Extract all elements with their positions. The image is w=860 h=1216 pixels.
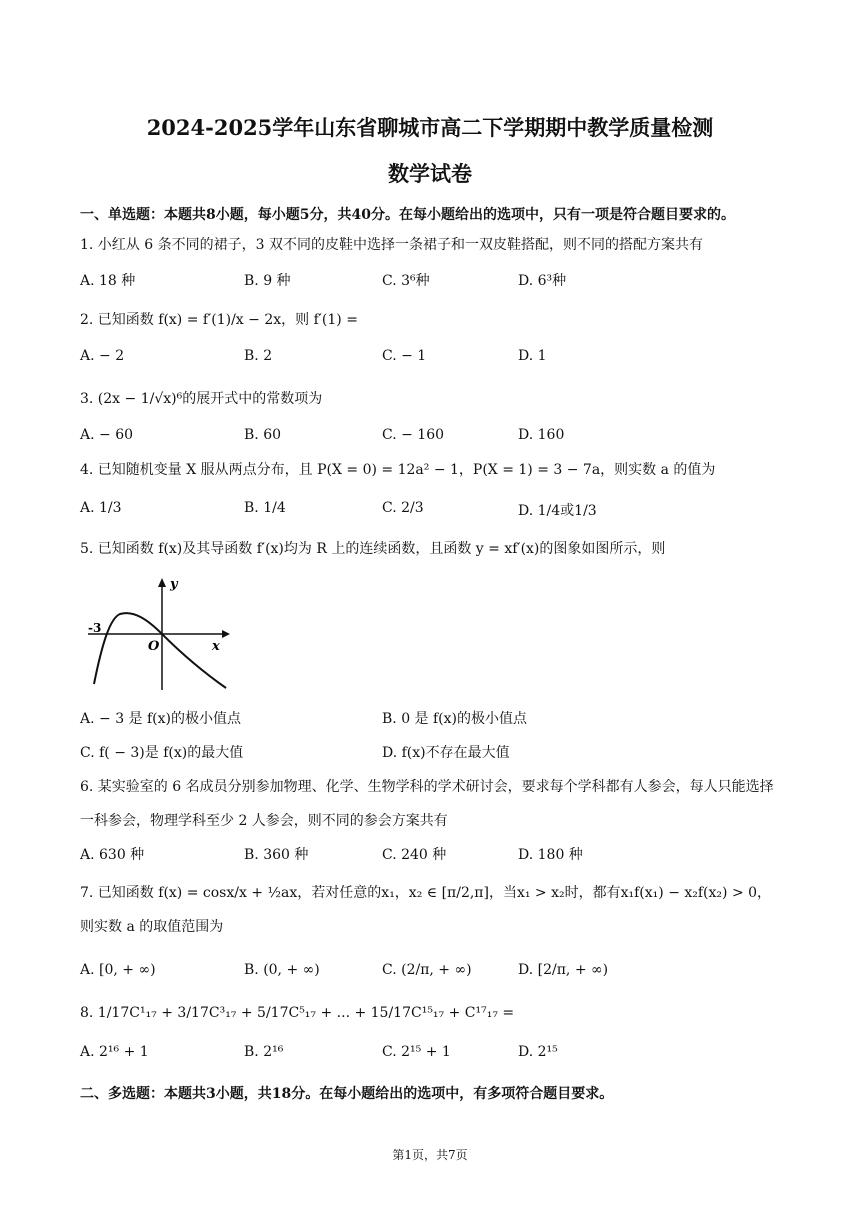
q4-option-c: C. 2/3 [382,500,424,516]
q2-option-c: C. − 1 [382,348,427,364]
q1-option-b: B. 9 种 [244,273,291,289]
q8-option-d: D. 2¹⁵ [518,1044,558,1060]
q6-option-b: B. 360 种 [244,847,309,863]
q5-option-d: D. f(x)不存在最大值 [382,745,510,761]
exam-subtitle: 数学试卷 [388,161,472,186]
q1-option-c: C. 3⁶种 [382,273,430,289]
question-6-options [80,844,780,874]
q5-option-a: A. − 3 是 f(x)的极小值点 [80,711,241,727]
y-axis-arrow [158,578,166,587]
question-6-stem: 6. 某实验室的 6 名成员分别参加物理、化学、生物学科的学术研讨会，要求每个学科都有人参会，每人只能选择一科参会，物理学科至少 2 人参会，则不同的参会方案共有 [80,779,774,829]
curve-xfprime [94,613,226,688]
question-5-stem: 5. 已知函数 f(x)及其导函数 f′(x)均为 R 上的连续函数，且函数 y = xf′(x)的图象如图所示，则 [80,541,666,557]
question-7-options [80,962,780,992]
q2-option-d: D. 1 [518,348,547,364]
exam-title: 2024-2025学年山东省聊城市高二下学期期中教学质量检测 [146,115,714,140]
root-label: -3 [88,621,102,635]
q3-option-d: D. 160 [518,427,565,443]
q7-option-b: B. (0, + ∞) [244,962,320,978]
q2-option-b: B. 2 [244,348,273,364]
q6-option-d: D. 180 种 [518,847,583,863]
question-7-stem: 7. 已知函数 f(x) = cosx/x + ½ax，若对任意的x₁，x₂ ∈ [π/2,π]，当x₁ > x₂时，都有x₁f(x₁) − x₂f(x₂) > 0，则实数 a 的取值范围为 [80,885,772,935]
section-heading-multiple-choice: 二、多选题：本题共3小题，共18分。在每小题给出的选项中，有多项符合题目要求。 [80,1086,614,1102]
q3-option-c: C. − 160 [382,427,445,443]
q8-option-c: C. 2¹⁵ + 1 [382,1044,451,1060]
question-8-options [80,1044,780,1074]
question-2-stem: 2. 已知函数 f(x) = f′(1)/x − 2x，则 f′(1) = [80,312,358,328]
q5-option-c: C. f( − 3)是 f(x)的最大值 [80,745,244,761]
q3-option-a: A. − 60 [80,427,134,443]
x-axis-arrow [222,630,230,638]
y-axis-label: y [170,577,178,592]
question-4-options [80,500,780,530]
question-1-stem: 1. 小红从 6 条不同的裙子，3 双不同的皮鞋中选择一条裙子和一双皮鞋搭配，则不同的搭配方案共有 [80,237,703,253]
question-4-stem: 4. 已知随机变量 X 服从两点分布，且 P(X = 0) = 12a² − 1，P(X = 1) = 3 − 7a，则实数 a 的值为 [80,462,716,478]
q7-option-d: D. [2/π, + ∞) [518,962,609,978]
origin-label: O [148,639,160,654]
q1-option-a: A. 18 种 [80,273,136,289]
question-3-stem: 3. (2x − 1/√x)⁶的展开式中的常数项为 [80,391,323,407]
page-footer: 第1页，共7页 [392,1148,468,1162]
q3-option-b: B. 60 [244,427,282,443]
q5-option-b: B. 0 是 f(x)的极小值点 [382,711,527,727]
q4-option-b: B. 1/4 [244,500,286,516]
q8-option-b: B. 2¹⁶ [244,1044,284,1060]
q4-option-a: A. 1/3 [80,500,122,516]
q6-option-c: C. 240 种 [382,847,447,863]
q8-option-a: A. 2¹⁶ + 1 [80,1044,149,1060]
q2-option-a: A. − 2 [80,348,125,364]
question-1-options [80,270,780,300]
question-8-stem: 8. 1/17C¹₁₇ + 3/17C³₁₇ + 5/17C⁵₁₇ + ... + 15/17C¹⁵₁₇ + C¹⁷₁₇ = [80,1005,515,1021]
q7-option-a: A. [0, + ∞) [80,962,156,978]
question-2-options [80,348,780,378]
q7-option-c: C. (2/π, + ∞) [382,962,472,978]
question-5-options-row2 [80,742,780,772]
q4-option-d: D. 1/4或1/3 [518,503,597,519]
derivative-graph [84,574,234,694]
question-5-options-row1 [80,708,780,738]
x-axis-label: x [212,639,220,654]
section-heading-single-choice: 一、单选题：本题共8小题，每小题5分，共40分。在每小题给出的选项中，只有一项是符合题目要求的。 [80,207,735,223]
q6-option-a: A. 630 种 [80,847,145,863]
q1-option-d: D. 6³种 [518,273,567,289]
